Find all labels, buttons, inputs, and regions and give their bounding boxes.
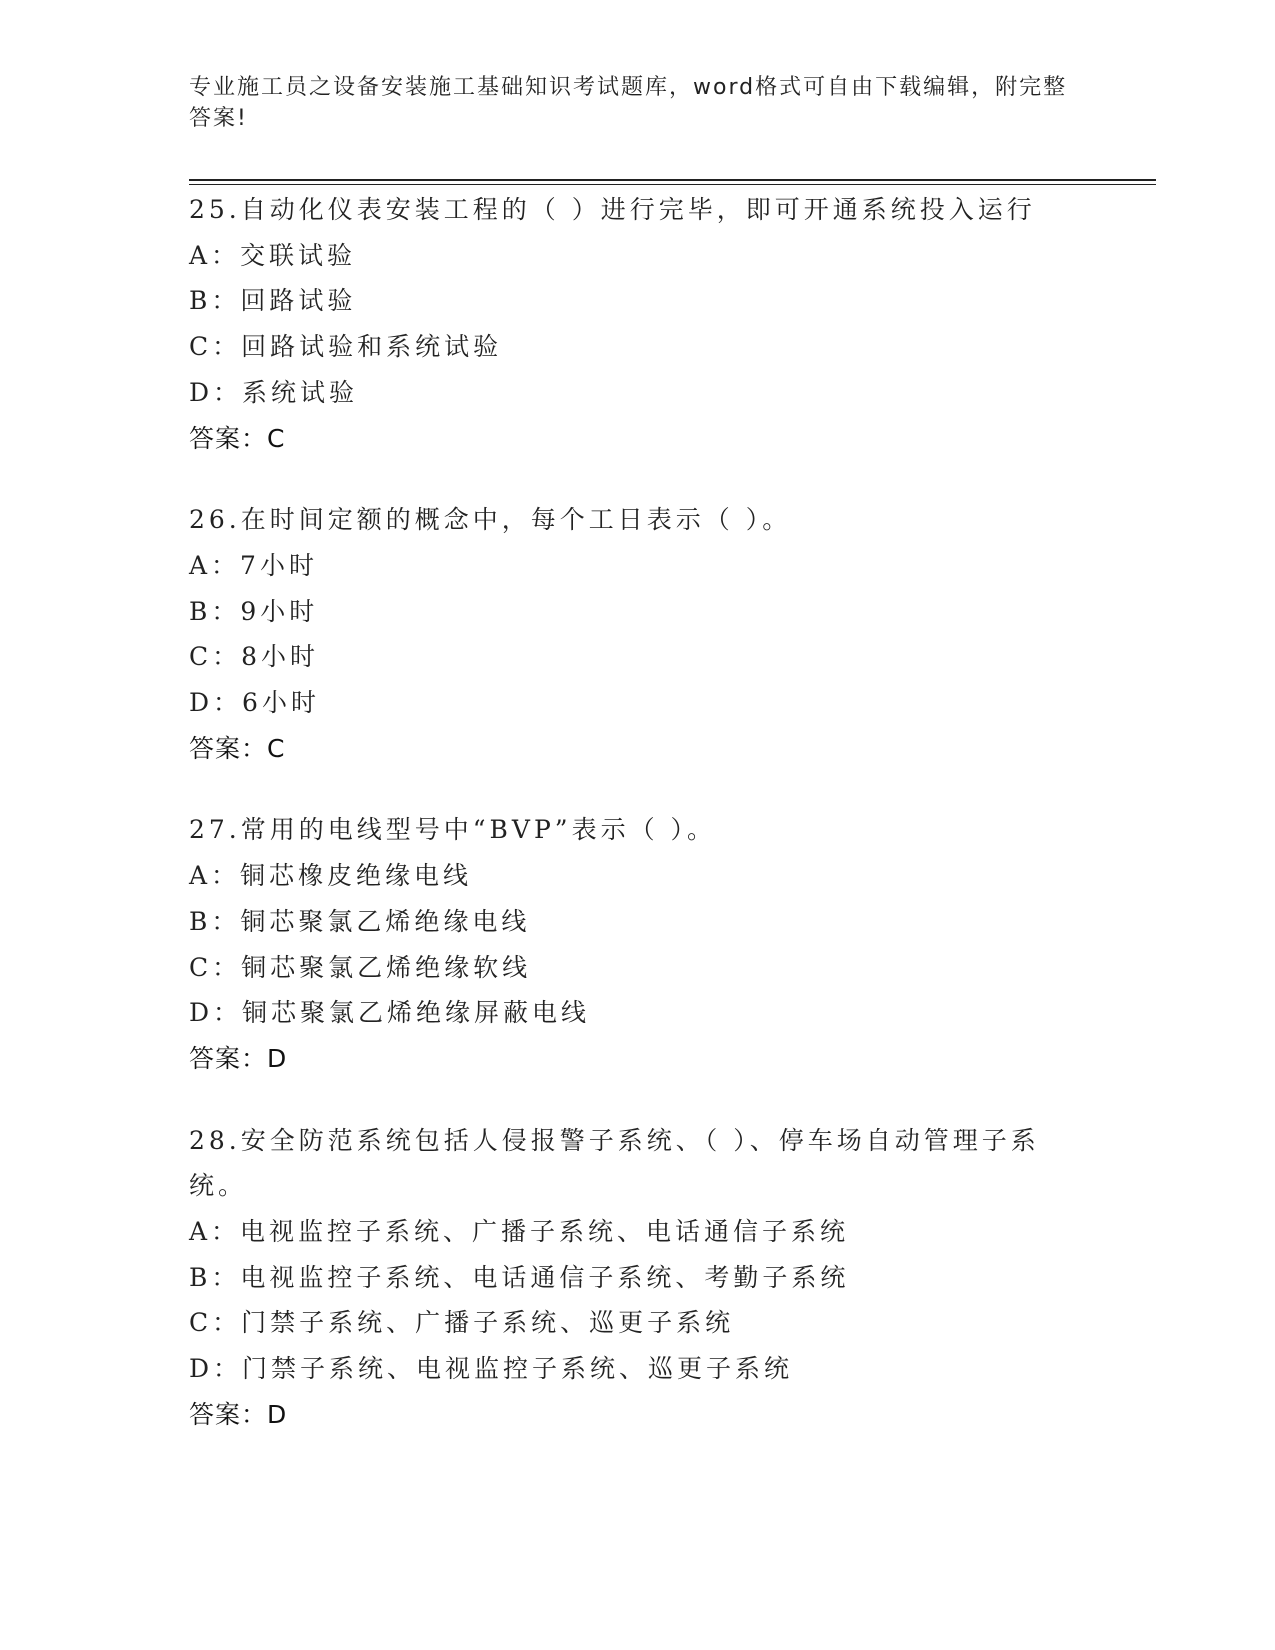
question-stem: 25.自动化仪表安装工程的（ ）进行完毕，即可开通系统投入运行 bbox=[189, 195, 1036, 224]
option-d: D：铜芯聚氯乙烯绝缘屏蔽电线 bbox=[189, 998, 591, 1028]
option-d: D：6小时 bbox=[189, 688, 320, 718]
question-25 bbox=[189, 187, 1079, 461]
question-stem: 27.常用的电线型号中“BVP”表示（ ）。 bbox=[189, 815, 717, 845]
option-b: B：电视监控子系统、电话通信子系统、考勤子系统 bbox=[189, 1262, 850, 1292]
option-a: A：交联试验 bbox=[189, 240, 357, 270]
answer-label: 答案：C bbox=[189, 423, 286, 453]
option-a: A：电视监控子系统、广播子系统、电话通信子系统 bbox=[189, 1217, 850, 1247]
answer-label: 答案：D bbox=[189, 1399, 288, 1429]
option-c: C：回路试验和系统试验 bbox=[189, 332, 503, 362]
document-header: 专业施工员之设备安装施工基础知识考试题库，word格式可自由下载编辑，附完整答案! bbox=[189, 75, 1068, 131]
option-a: A：7小时 bbox=[189, 550, 318, 580]
option-c: C：8小时 bbox=[189, 642, 320, 672]
header-divider-thick bbox=[189, 179, 1156, 181]
answer-label: 答案：C bbox=[189, 733, 286, 763]
question-27 bbox=[189, 807, 1079, 1081]
question-stem: 28.安全防范系统包括人侵报警子系统、（ ）、停车场自动管理子系统。 bbox=[189, 1125, 1040, 1201]
answer-label: 答案：D bbox=[189, 1043, 288, 1073]
question-stem: 26.在时间定额的概念中，每个工日表示（ ）。 bbox=[189, 505, 792, 535]
option-c: C：铜芯聚氯乙烯绝缘软线 bbox=[189, 952, 532, 982]
header-divider-thin bbox=[189, 184, 1156, 185]
option-b: B：回路试验 bbox=[189, 286, 357, 316]
question-26 bbox=[189, 497, 1079, 771]
option-d: D：系统试验 bbox=[189, 377, 359, 407]
option-b: B：铜芯聚氯乙烯绝缘电线 bbox=[189, 906, 531, 936]
question-list bbox=[189, 187, 1079, 1474]
question-28 bbox=[189, 1118, 1079, 1438]
option-b: B：9小时 bbox=[189, 596, 319, 626]
option-c: C：门禁子系统、广播子系统、巡更子系统 bbox=[189, 1308, 735, 1338]
option-d: D：门禁子系统、电视监控子系统、巡更子系统 bbox=[189, 1354, 794, 1384]
option-a: A：铜芯橡皮绝缘电线 bbox=[189, 861, 473, 891]
